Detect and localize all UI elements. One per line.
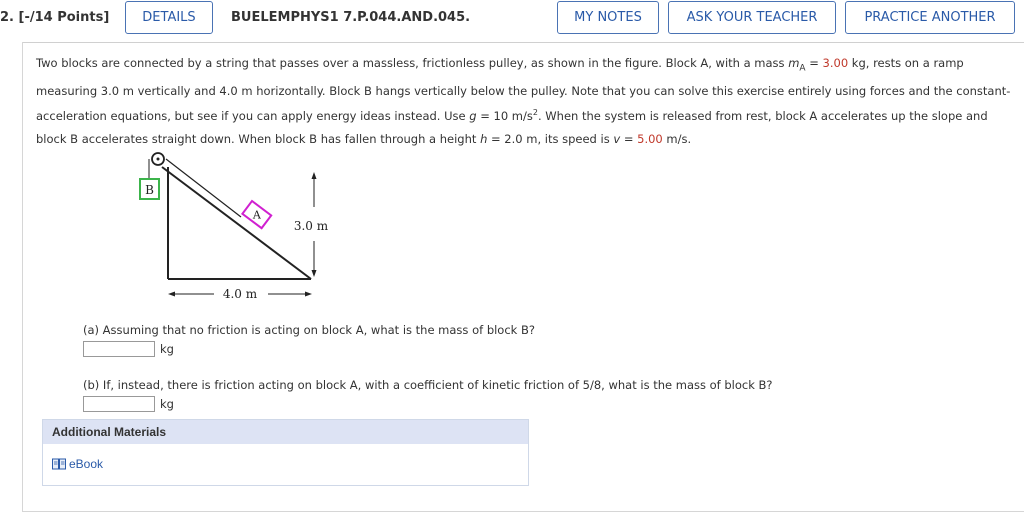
speed-value: 5.00 bbox=[637, 131, 663, 146]
mass-variable: m bbox=[788, 56, 800, 70]
details-button[interactable]: DETAILS bbox=[125, 1, 213, 34]
content-border-left bbox=[22, 42, 23, 512]
horizontal-dim-arrow-left bbox=[168, 292, 175, 297]
part-b-unit: kg bbox=[160, 397, 174, 411]
block-a-label: A bbox=[252, 208, 261, 222]
gravity-variable: g bbox=[469, 109, 477, 124]
vertical-dim-label: 3.0 m bbox=[293, 219, 329, 233]
part-a-prompt: (a) Assuming that no friction is acting on block A, what is the mass of block B? bbox=[83, 323, 535, 337]
question-points: 2. [-/14 Points] bbox=[0, 10, 110, 25]
vertical-dim-arrow-up bbox=[312, 172, 317, 179]
ask-teacher-button[interactable]: ASK YOUR TEACHER bbox=[668, 1, 836, 34]
horizontal-dim-arrow-right bbox=[305, 292, 312, 297]
ramp-pulley-figure bbox=[128, 145, 338, 305]
string bbox=[166, 159, 241, 217]
part-b-answer-input[interactable] bbox=[83, 396, 155, 412]
part-b-prompt: (b) If, instead, there is friction acting on block A, with a coefficient of kinetic friction of 5/8, what is the mass of block B? bbox=[83, 378, 773, 392]
mass-value: 3.00 bbox=[822, 56, 849, 70]
part-a-answer-input[interactable] bbox=[83, 341, 155, 357]
vertical-dim-arrow-down bbox=[312, 270, 317, 277]
block-b-label: B bbox=[145, 183, 154, 197]
speed-variable: v bbox=[613, 131, 621, 146]
ebook-link[interactable] bbox=[52, 457, 103, 471]
ramp-slope bbox=[162, 167, 311, 279]
part-a-unit: kg bbox=[160, 342, 174, 356]
assignment-code: BUELEMPHYS1 7.P.044.AND.045. bbox=[231, 10, 471, 25]
horizontal-dim-label: 4.0 m bbox=[222, 287, 258, 301]
content-border-bottom bbox=[22, 511, 1024, 512]
additional-materials-panel bbox=[42, 419, 529, 486]
problem-statement: Two blocks are connected by a string that passes over a massless, frictionless pulley, as shown in the figure. Block A, with a mass $m_A = 3.00$ kg, rests on a ramp measuring 3.0 m vertically and 4.0 m horizontally. Block B hangs vertically below the pulley. Note that you can solve this exercise entirely using forces and the constant-acceleration equations, but see if you can apply energy ideas instead. Use g = 10 $m/s^2$. When the system is released from rest, block A accelerates up the slope and block B accelerates straight down. When block B has fallen through a height h = 2.0 m, its speed is v = 5.00 m/s. bbox=[36, 56, 1011, 146]
header-divider bbox=[22, 42, 1024, 43]
additional-materials-heading: Additional Materials bbox=[43, 420, 528, 444]
height-variable: h bbox=[480, 131, 488, 146]
ebook-label: eBook bbox=[69, 457, 104, 471]
practice-another-button[interactable]: PRACTICE ANOTHER bbox=[845, 1, 1015, 34]
question-header bbox=[0, 0, 1024, 38]
my-notes-button[interactable]: MY NOTES bbox=[557, 1, 659, 34]
book-icon bbox=[52, 458, 66, 470]
